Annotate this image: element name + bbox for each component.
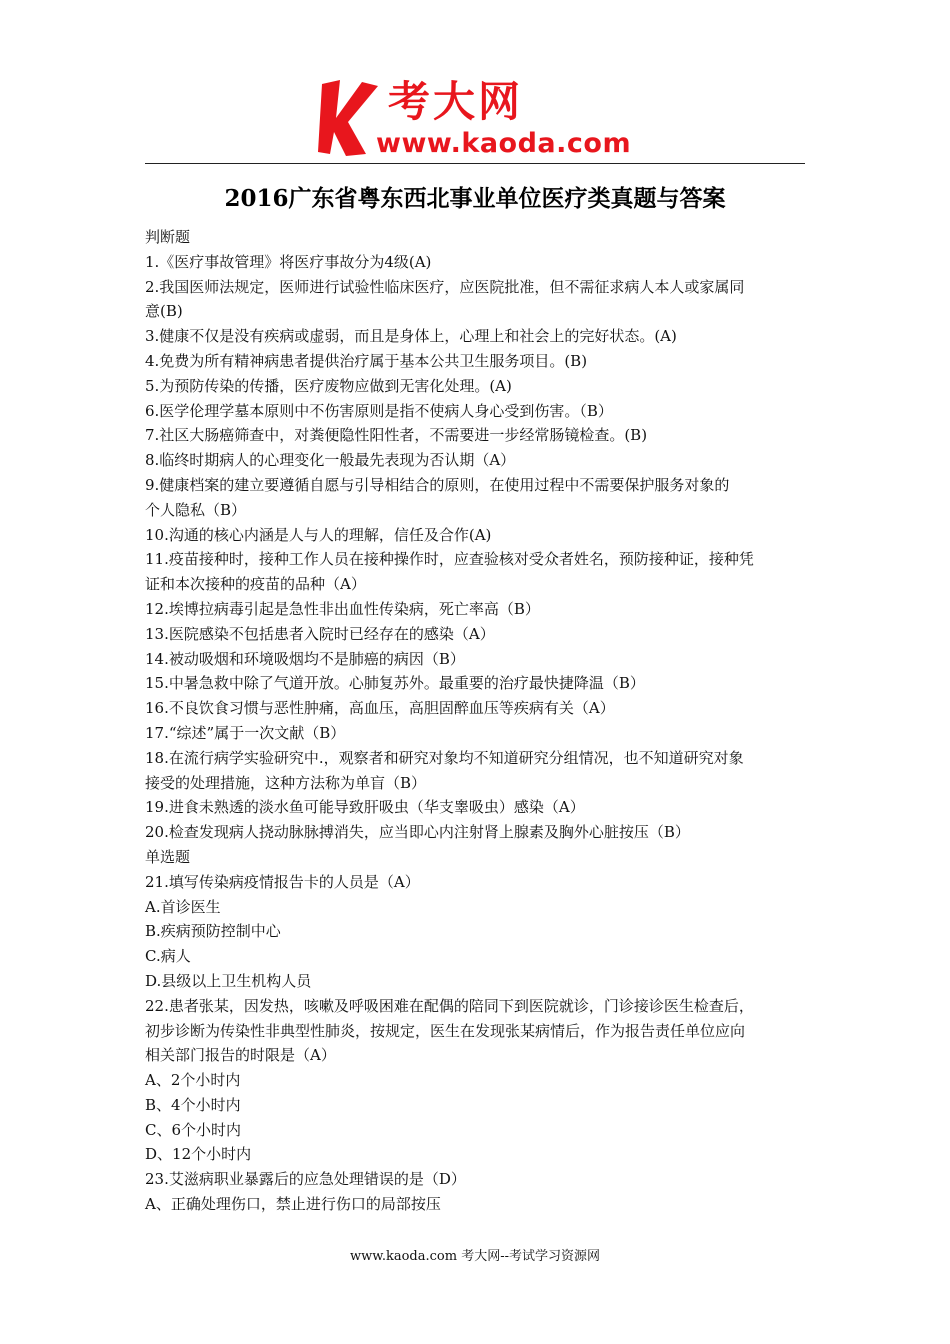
text-line: 判断题 <box>145 228 191 246</box>
text-line: 单选题 <box>145 847 191 866</box>
text-line: 初步诊断为传染性非典型性肺炎，按规定，医生在发现张某病情后，作为报告责任单位应向 <box>145 1021 746 1040</box>
text-line: 6.医学伦理学墓本原则中不伤害原则是指不使病人身心受到伤害。（B） <box>145 401 613 420</box>
text-line: 19.进食未熟透的淡水鱼可能导致肝吸虫（华支睾吸虫）感染（A） <box>145 798 585 817</box>
page-footer: www.kaoda.com 考大网--考试学习资源网 <box>350 1249 600 1264</box>
text-line: 5.为预防传染的传播，医疗废物应做到无害化处理。(A) <box>145 376 512 395</box>
text-line: 20.检查发现病人挠动脉脉搏消失，应当即心内注射肾上腺素及胸外心脏按压（B） <box>145 823 690 842</box>
text-line: C、6个小时内 <box>145 1120 242 1139</box>
text-line: 22.患者张某，因发热，咳嗽及呼吸困难在配偶的陪同下到医院就诊，门诊接诊医生检查后， <box>145 996 754 1015</box>
text-line: 4.免费为所有精神病患者提供治疗属于基本公共卫生服务项目。(B) <box>145 351 588 370</box>
text-line: D.县级以上卫生机构人员 <box>145 971 312 990</box>
text-line: 3.健康不仅是没有疾病或虚弱，而且是身体上，心理上和社会上的完好状态。(A) <box>145 327 677 346</box>
text-line: A、2个小时内 <box>145 1071 241 1090</box>
text-line: 1.《医疗事故管理》将医疗事故分为4级(A) <box>145 252 432 271</box>
text-line: D、12个小时内 <box>145 1145 252 1164</box>
text-line: B、4个小时内 <box>145 1095 241 1114</box>
header-divider <box>145 163 805 164</box>
text-line: A、正确处理伤口，禁止进行伤口的局部按压 <box>145 1195 441 1214</box>
text-line: 意(B) <box>145 302 183 321</box>
text-line: 7.社区大肠癌筛查中，对粪便隐性阳性者，不需要进一步经常肠镜检查。(B) <box>145 426 648 445</box>
text-line: 12.埃博拉病毒引起是急性非出血性传染病，死亡率高（B） <box>145 599 540 618</box>
text-line: 21.填写传染病疫情报告卡的人员是（A） <box>145 872 420 891</box>
text-line: 个人隐私（B） <box>145 500 247 519</box>
text-line: 相关部门报告的时限是（A） <box>145 1046 336 1065</box>
logo-site-url: www.kaoda.com <box>376 128 632 159</box>
document-body <box>145 225 810 1217</box>
text-line: 接受的处理措施，这种方法称为单盲（B） <box>145 773 427 792</box>
text-line: 证和本次接种的疫苗的品种（A） <box>145 575 366 594</box>
document-title: 2016广东省粤东西北事业单位医疗类真题与答案 <box>224 185 726 212</box>
text-line: A.首诊医生 <box>145 897 221 916</box>
text-line: C.病人 <box>145 947 191 966</box>
text-line: 8.临终时期病人的心理变化一般最先表现为否认期（A） <box>145 451 516 470</box>
text-line: 9.健康档案的建立要遵循自愿与引导相结合的原则，在使用过程中不需要保护服务对象的 <box>145 475 730 494</box>
text-line: 18.在流行病学实验研究中.，观察者和研究对象均不知道研究分组情况，也不知道研究对象 <box>145 748 744 767</box>
text-line: 16.不良饮食习惯与恶性肿痛，高血压，高胆固醉血压等疾病有关（A） <box>145 699 615 718</box>
text-line: 23.艾滋病职业暴露后的应急处理错误的是（D） <box>145 1170 466 1189</box>
text-line: 15.中暑急救中除了气道开放。心肺复苏外。最重要的治疗最快捷降温（B） <box>145 674 645 693</box>
text-line: 17.“综述”属于一次文献（B） <box>145 723 346 742</box>
logo-chinese-name: 考大网 <box>388 77 524 126</box>
kaoda-logo[interactable] <box>318 78 648 162</box>
text-line: B.疾病预防控制中心 <box>145 922 281 941</box>
k-logo-icon <box>318 78 380 158</box>
text-line: 13.医院感染不包括患者入院时已经存在的感染（A） <box>145 624 495 643</box>
text-line: 2.我国医师法规定，医师进行试验性临床医疗，应医院批准，但不需征求病人本人或家属同 <box>145 277 745 296</box>
text-line: 11.疫苗接种时，接种工作人员在接种操作时，应查验核对受众者姓名，预防接种证，接种凭 <box>145 550 754 569</box>
text-line: 10.沟通的核心内涵是人与人的理解，信任及合作(A) <box>145 525 492 544</box>
text-line: 14.被动吸烟和环境吸烟均不是肺癌的病因（B） <box>145 649 465 668</box>
